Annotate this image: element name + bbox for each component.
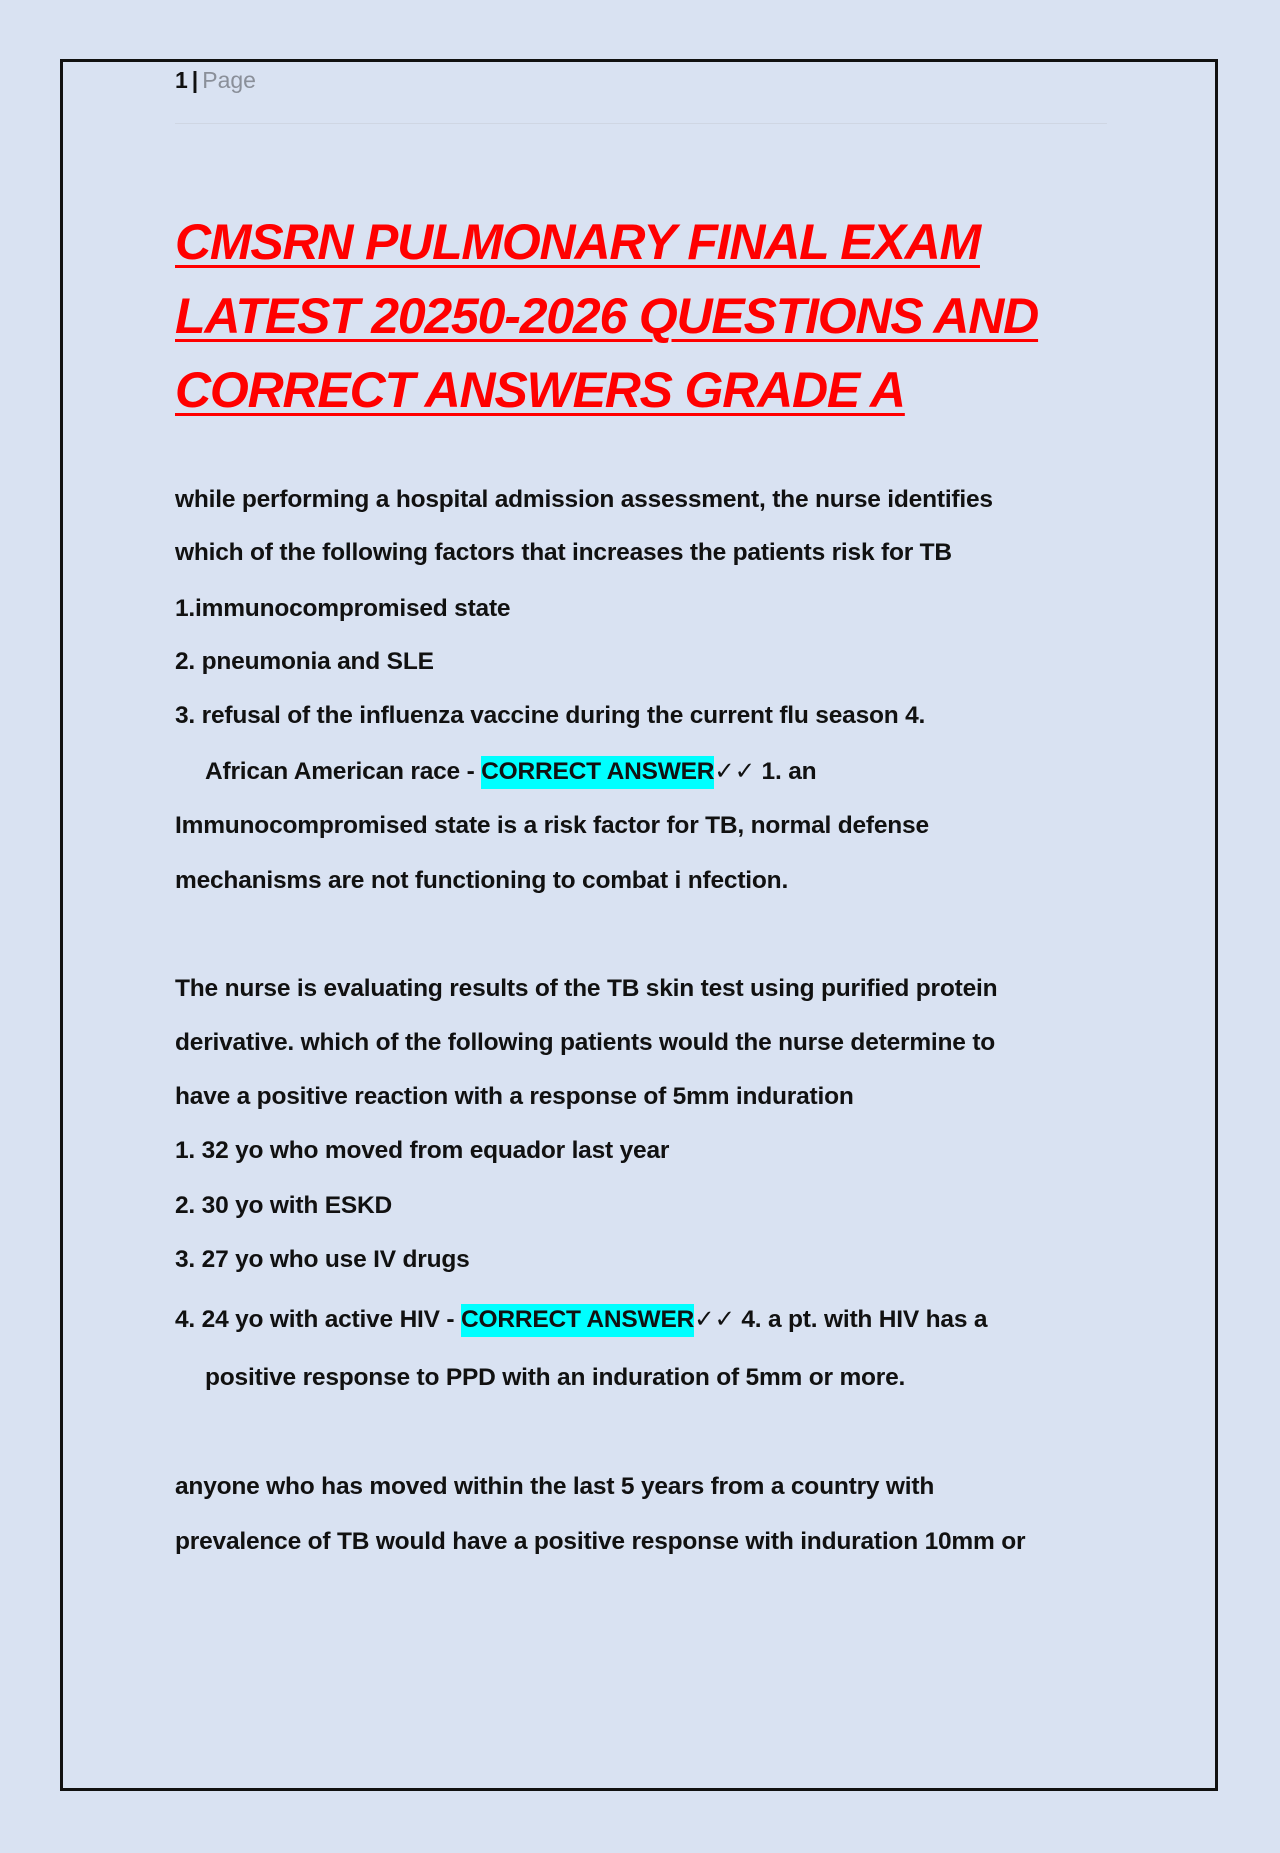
q1-option-4-text: African American race - — [205, 758, 482, 785]
q2-stem-line-1: The nurse is evaluating results of the TB skin test using purified protein — [175, 975, 998, 1002]
q1-stem-line-2: which of the following factors that increases the patients risk for TB — [175, 539, 952, 566]
q1-stem-line-1: while performing a hospital admission assessment, the nurse identifies — [175, 486, 993, 513]
q2-rationale-line-1: positive response to PPD with an induration of 5mm or more. — [205, 1364, 906, 1391]
q2-stem-line-2: derivative. which of the following patients would the nurse determine to — [175, 1029, 996, 1056]
q1-answer-text: ✓✓ 1. an — [714, 758, 817, 785]
q2-answer-text: ✓✓ 4. a pt. with HIV has a — [694, 1306, 988, 1333]
q2-option-4-text: 4. 24 yo with active HIV - — [175, 1306, 461, 1333]
q1-rationale-line-1: Immunocompromised state is a risk factor for TB, normal defense — [175, 812, 929, 839]
title-line-3: CORRECT ANSWERS GRADE A — [175, 362, 905, 418]
q1-rationale-line-2: mechanisms are not functioning to combat i nfection. — [175, 867, 789, 894]
q1-option-3: 3. refusal of the influenza vaccine during the current flu season 4. — [175, 702, 926, 729]
title-line-1: CMSRN PULMONARY FINAL EXAM — [175, 214, 980, 270]
title-line-2: LATEST 20250-2026 QUESTIONS AND — [175, 288, 1039, 344]
page-separator: | — [191, 67, 199, 93]
q2-option-4 — [175, 1303, 987, 1337]
q1-option-1: 1.immunocompromised state — [175, 595, 511, 622]
p3-line-2: prevalence of TB would have a positive response with induration 10mm or — [175, 1528, 1026, 1555]
q2-option-2: 2. 30 yo with ESKD — [175, 1192, 392, 1219]
q2-correct-answer-label: CORRECT ANSWER — [461, 1304, 694, 1337]
q1-correct-answer-label: CORRECT ANSWER — [481, 756, 714, 789]
q1-option-4 — [205, 755, 816, 789]
page-label: Page — [202, 67, 256, 93]
q1-option-2: 2. pneumonia and SLE — [175, 648, 434, 675]
header-divider — [175, 123, 1107, 124]
q2-option-3: 3. 27 yo who use IV drugs — [175, 1246, 470, 1273]
p3-line-1: anyone who has moved within the last 5 years from a country with — [175, 1473, 935, 1500]
page-number: 1 — [175, 67, 188, 93]
document-title — [175, 205, 1135, 427]
q2-stem-line-3: have a positive reaction with a response of 5mm induration — [175, 1083, 854, 1110]
q2-option-1: 1. 32 yo who moved from equador last year — [175, 1137, 670, 1164]
page-header — [175, 64, 256, 96]
